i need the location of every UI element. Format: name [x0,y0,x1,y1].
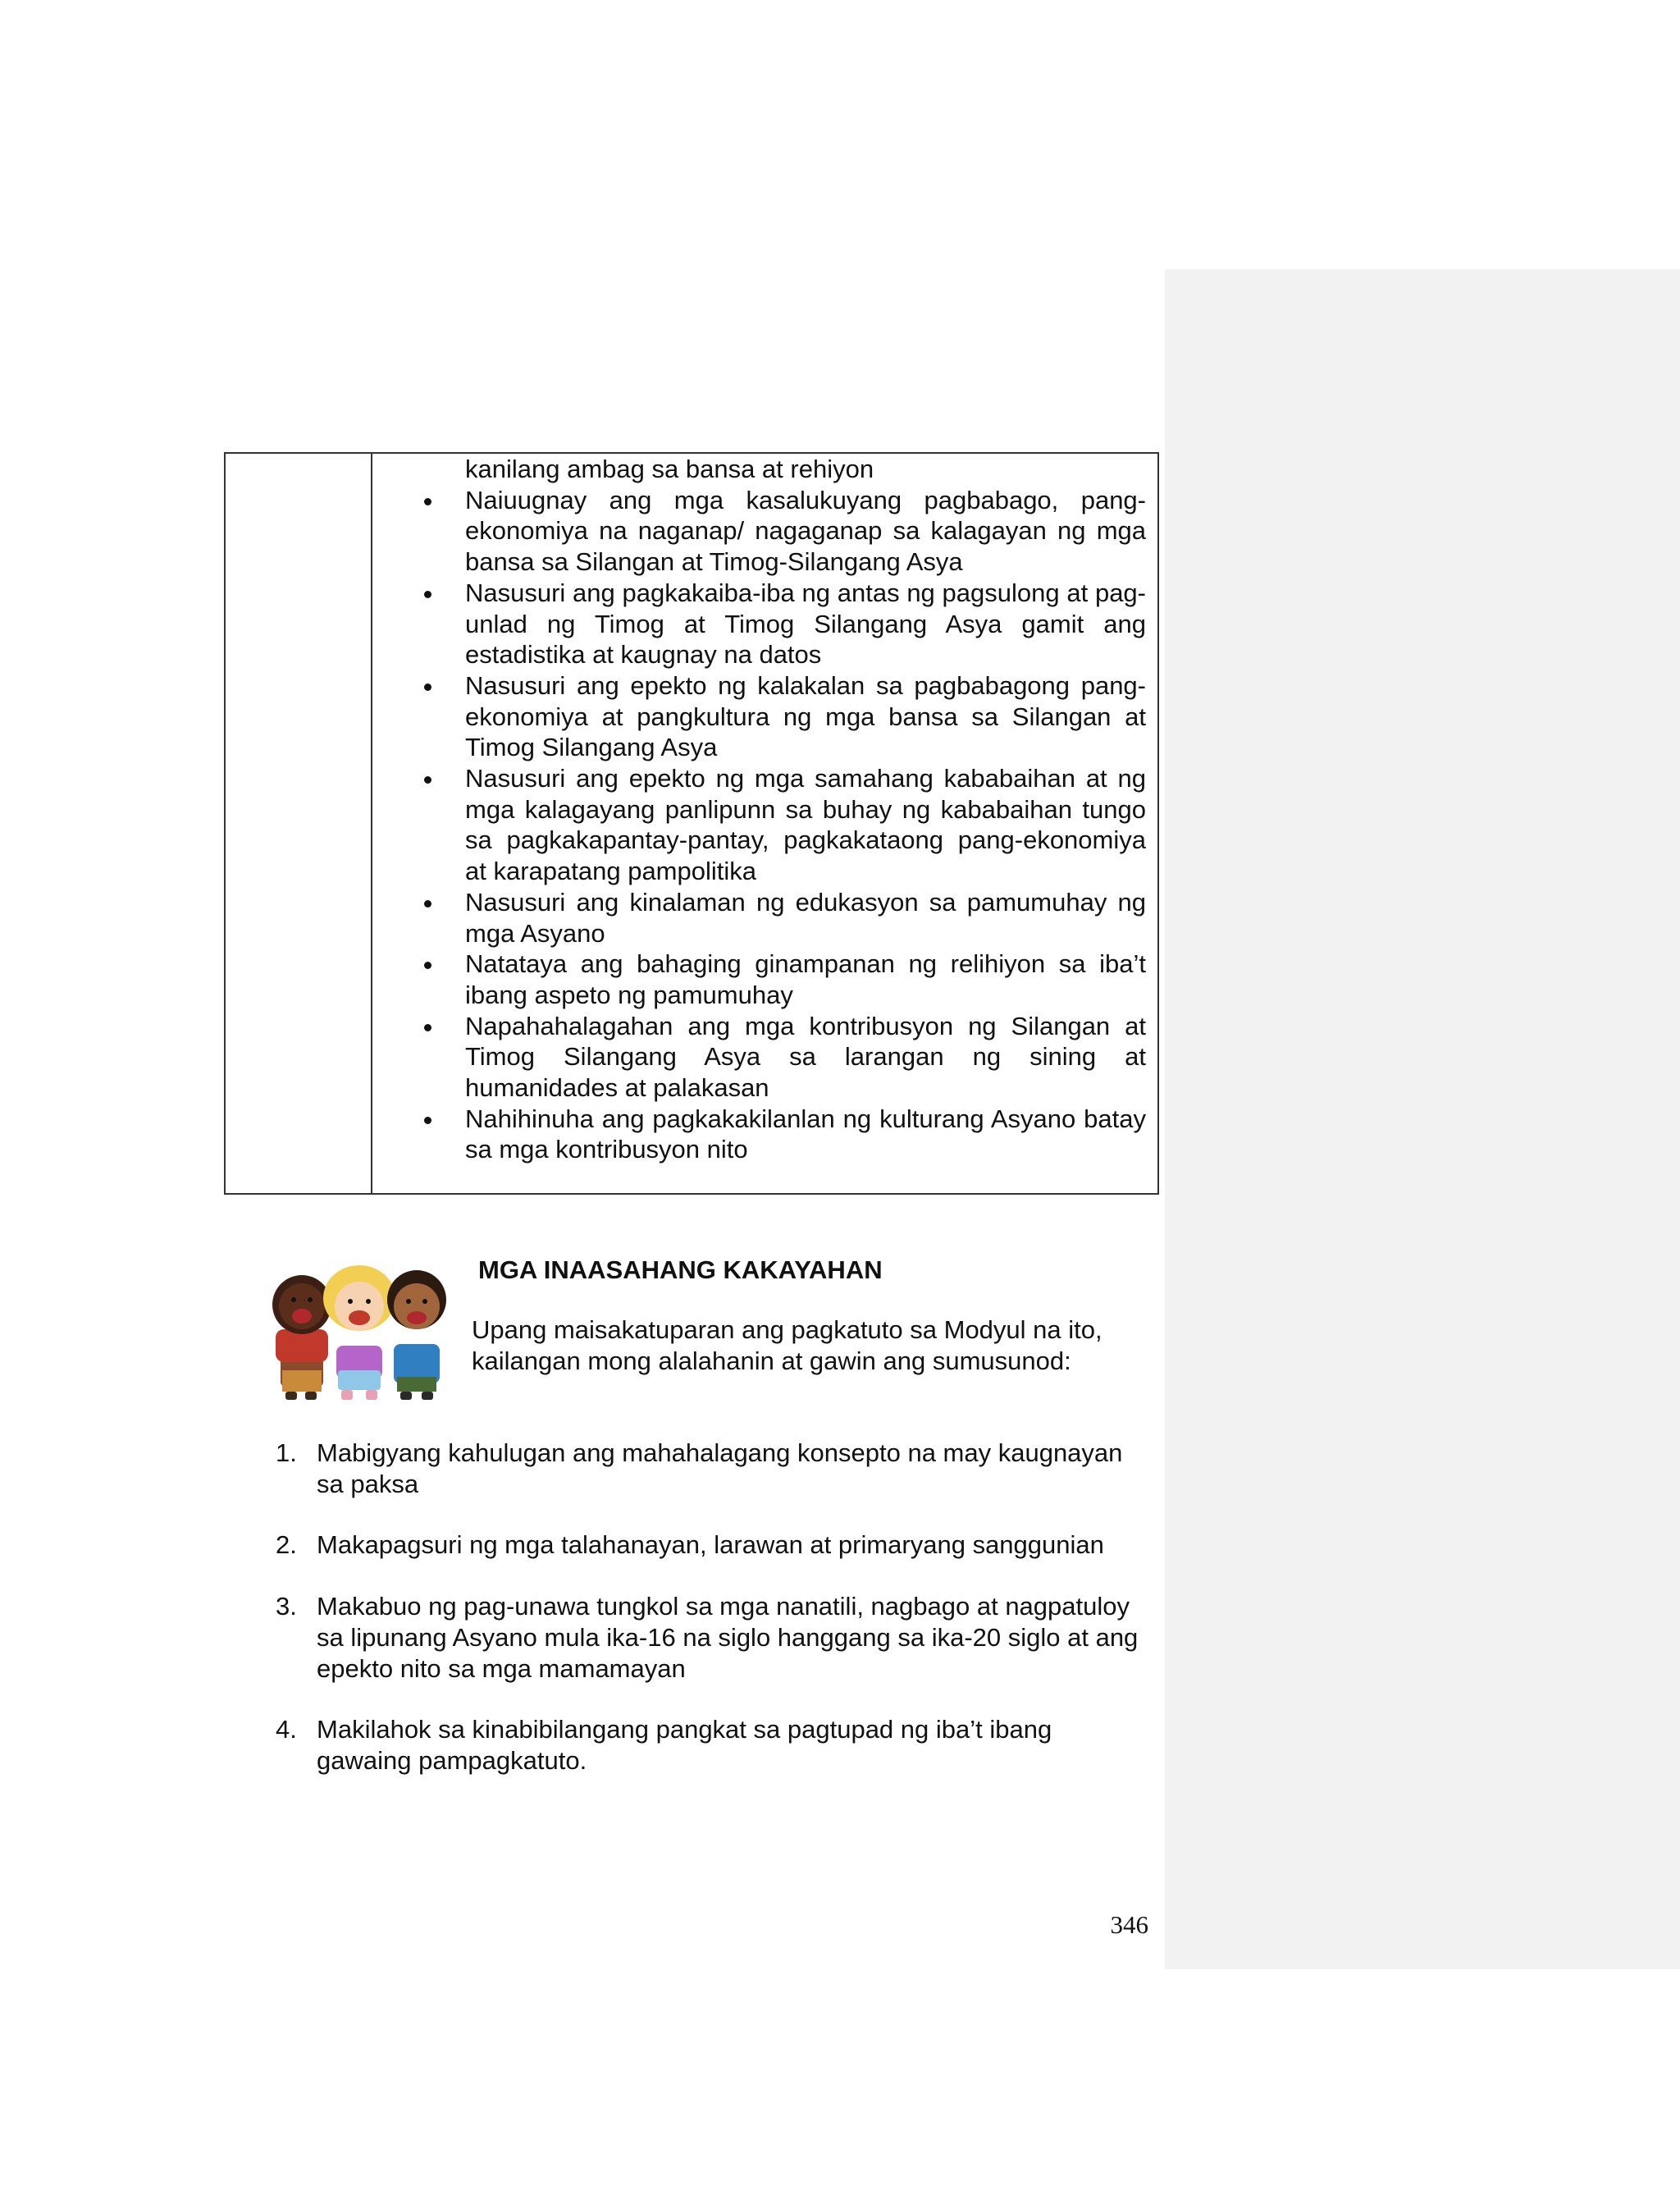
bullet-icon [424,670,437,702]
section-intro: Upang maisakatuparan ang pagkatuto sa Modyul na ito, kailangan mong alalahanin at gawin ang sumusunod: [472,1315,1102,1375]
bullet-icon [424,578,437,609]
list-number: 1. [276,1438,297,1467]
bullet-icon [424,949,437,980]
list-item [276,1714,1141,1776]
list-item [276,1529,1141,1561]
table-content-cell [424,454,1146,1165]
outcome-item: Nahihinuha ang pagkakakilanlan ng kulturang Asyano batay sa mga kontribusyon nito [424,1104,1146,1165]
bullet-icon [424,763,437,794]
child-left-figure [272,1275,331,1400]
outcome-list [424,485,1146,1165]
comment-margin [1165,269,1680,1969]
list-item-text: Makapagsuri ng mga talahanayan, larawan at primaryang sanggunian [317,1530,1104,1560]
list-number: 2. [276,1530,297,1560]
bullet-icon [424,485,437,516]
list-number: 3. [276,1592,297,1621]
outcome-item: Naiuugnay ang mga kasalukuyang pagbabago, pang-ekonomiya na naganap/ nagaganap sa kalagayan ng mga bansa sa Silangan at Timog-Silangang Asya [424,485,1146,578]
children-clipart-icon [262,1247,459,1403]
outcome-item: Natataya ang bahaging ginampanan ng relihiyon sa iba’t ibang aspeto ng pamumuhay [424,949,1146,1010]
outcome-item: Nasusuri ang epekto ng kalakalan sa pagbabagong pang-ekonomiya at pangkultura ng mga bansa sa Silangan at Timog Silangang Asya [424,670,1146,763]
table-column-divider [371,454,372,1193]
outcome-item: Nasusuri ang epekto ng mga samahang kababaihan at ng mga kalagayang panlipunn sa buhay ng kababaihan tungo sa pagkakapantay-pantay, pagkakataong pang-ekonomiya at karapatang pampolitika [424,763,1146,887]
bullet-icon [424,1011,437,1042]
list-item-text: Makabuo ng pag-unawa tungkol sa mga nanatili, nagbago at nagpatuloy sa lipunang Asyano mula ika-16 na siglo hanggang sa ika-20 siglo at ang epekto nito sa mga mamamayan [317,1592,1139,1683]
outcome-item: Nasusuri ang kinalaman ng edukasyon sa pamumuhay ng mga Asyano [424,887,1146,949]
list-item [276,1438,1141,1499]
outcome-item: Napahahalagahan ang mga kontribusyon ng Silangan at Timog Silangang Asya sa larangan ng sining at humanidades at palakasan [424,1011,1146,1104]
bullet-icon [424,887,437,918]
section-title: MGA INAASAHANG KAKAYAHAN [478,1255,883,1284]
list-number: 4. [276,1715,297,1744]
page-number: 346 [1110,1910,1148,1939]
child-middle-figure [323,1265,395,1400]
outcome-item: Nasusuri ang pagkakaiba-iba ng antas ng pagsulong at pag-unlad ng Timog at Timog Silangang Asya gamit ang estadistika at kaugnay na datos [424,578,1146,670]
list-item-text: Mabigyang kahulugan ang mahahalagang konsepto na may kaugnayan sa paksa [317,1438,1123,1498]
abilities-list [276,1438,1141,1807]
list-item [276,1591,1141,1684]
continuation-line: kanilang ambag sa bansa at rehiyon [465,455,874,483]
bullet-icon [424,1104,437,1135]
learning-outcomes-table [224,452,1159,1195]
list-item-text: Makilahok sa kinabibilangang pangkat sa pagtupad ng iba’t ibang gawaing pampagkatuto. [317,1715,1052,1775]
child-right-figure [387,1270,446,1400]
